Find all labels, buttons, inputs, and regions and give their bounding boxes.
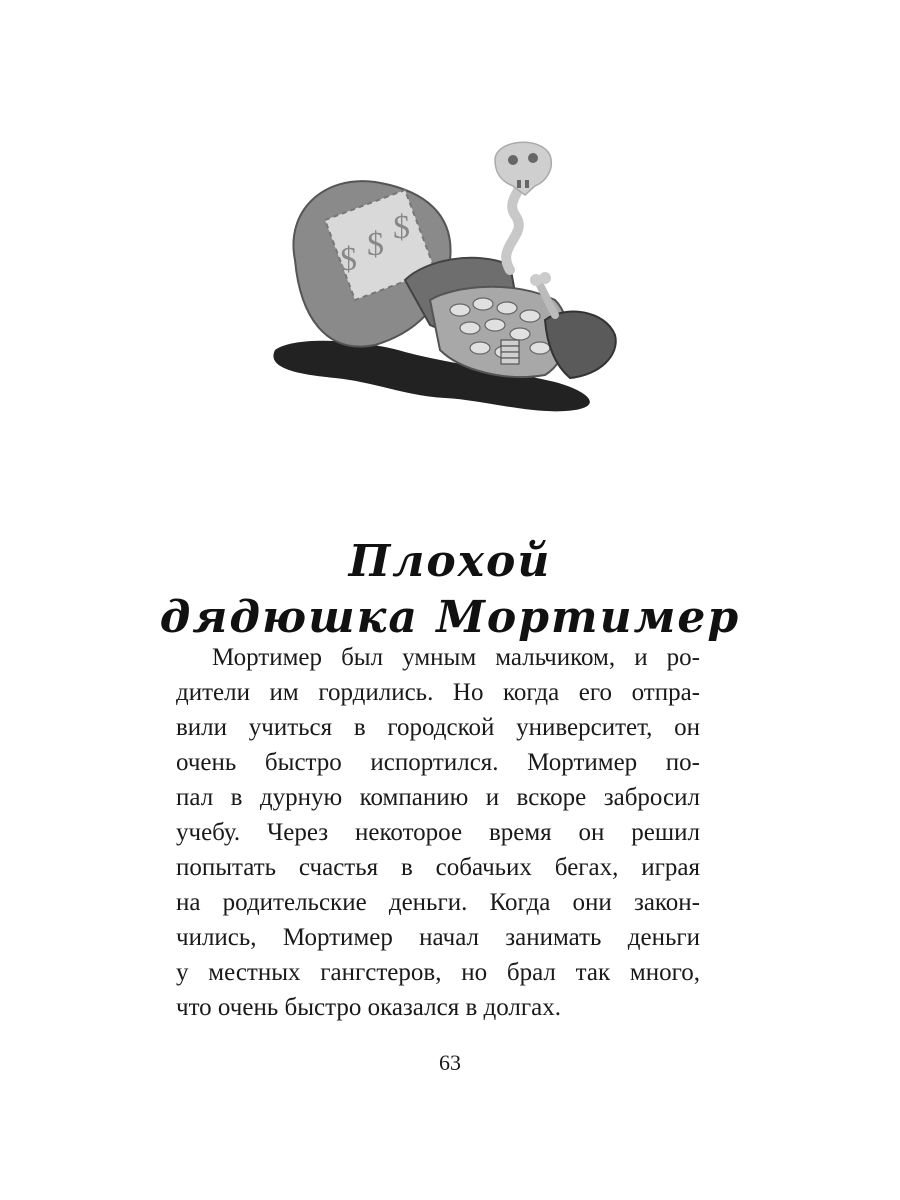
paragraph-line: Мортимер был умным мальчиком, и ро-: [212, 644, 700, 671]
paragraph-line: очень быстро испортился. Мортимер по-: [176, 749, 700, 776]
chapter-title-line-2: дядюшка Мортимер: [159, 592, 741, 644]
chapter-title: [0, 534, 900, 646]
paragraph-line: на родительские деньги. Когда они закон-: [176, 889, 700, 916]
paragraph-line: попытать счастья в собачьих бегах, играя: [176, 854, 700, 881]
paragraph-line: что очень быстро оказался в долгах.: [176, 994, 561, 1021]
dollar-sign-2: $: [367, 226, 384, 263]
chapter-title-line-1: Плохой: [348, 536, 552, 588]
paragraph-line: вили учиться в городской университет, он: [176, 714, 700, 741]
money-bag-illustration: [255, 120, 635, 420]
dollar-sign-3: $: [393, 209, 410, 246]
paragraph-line: дители им гордились. Но когда его отпра-: [176, 679, 700, 706]
skull-smoke-icon: [495, 142, 551, 270]
paragraph-line: у местных гангстеров, но брал так много,: [176, 959, 700, 986]
paragraph-line: пал в дурную компанию и вскоре забросил: [176, 784, 700, 811]
dollar-sign-1: $: [340, 241, 357, 278]
paragraph-line: учебу. Через некоторое время он решил: [176, 819, 700, 846]
paragraph-line: чились, Мортимер начал занимать деньги: [176, 924, 700, 951]
page-number: 63: [439, 1050, 461, 1075]
money-bag-drawing: [255, 120, 635, 420]
chapter-paragraph: [176, 640, 700, 1025]
